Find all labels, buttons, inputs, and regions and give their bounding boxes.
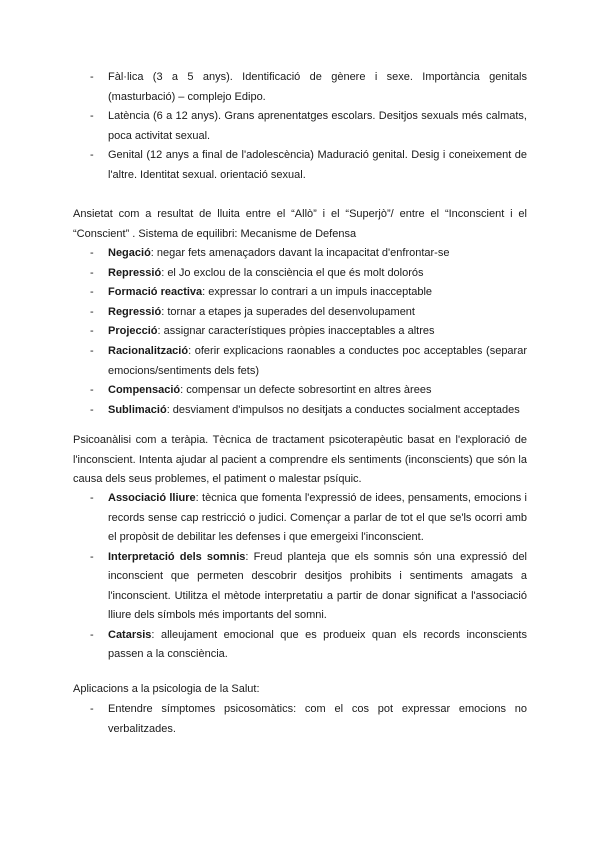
list-item: - Genital (12 anys a final de l'adolescència) Maduració genital. Desig i coneixement de l'altre. Identitat sexual. orientació sexual. (73, 146, 527, 185)
list-item: - Entendre símptomes psicosomàtics: com el cos pot expressar emocions no verbalitzades. (73, 700, 527, 739)
term: Regressió (108, 305, 162, 318)
dash-bullet: - (90, 703, 94, 715)
list-item: - Racionalització: oferir explicacions raonables a conductes poc acceptables (separar emocions/sentiments dels fets) (73, 342, 527, 381)
dash-bullet: - (90, 344, 94, 357)
list-item: - Fàl·lica (3 a 5 anys). Identificació de gènere i sexe. Importància genitals (masturbació) – complejo Edipo. (73, 68, 527, 107)
term: Formació reactiva (108, 286, 203, 299)
list-item: - Latència (6 a 12 anys). Grans aprenentatges escolars. Desitjos sexuals més calmats, poca activitat sexual. (73, 107, 527, 146)
list-item: - Projecció: assignar característiques pròpies inacceptables a altres (73, 322, 527, 342)
list-item: - Sublimació: desviament d'impulsos no desitjats a conductes socialment acceptades (73, 401, 527, 421)
list-item: - Repressió: el Jo exclou de la consciència el que és molt dolorós (73, 264, 527, 284)
stages-list (73, 68, 527, 185)
dash-bullet: - (90, 286, 94, 299)
term: Interpretació dels somnis (108, 550, 246, 563)
defense-mechanisms-list (73, 244, 527, 420)
term: Negació (108, 247, 151, 259)
dash-bullet: - (90, 110, 94, 122)
dash-bullet: - (90, 628, 94, 641)
dash-bullet: - (90, 492, 94, 504)
list-item: - Regressió: tornar a etapes ja superades del desenvolupament (73, 303, 527, 323)
list-item: - Catarsis: alleujament emocional que es produeix quan els records inconscients passen a la consciència. (73, 626, 527, 665)
therapy-techniques-list (73, 489, 527, 665)
term: Repressió (108, 266, 162, 279)
term: Compensació (108, 384, 181, 397)
health-intro: Aplicacions a la psicologia de la Salut: (73, 683, 260, 695)
term: Racionalització (108, 344, 189, 357)
term: Catarsis (108, 628, 152, 641)
list-item: - Interpretació dels somnis: Freud planteja que els somnis són una expressió del inconscient que permeten descobrir desitjos prohibits i sentiments amagats a l'inconscient. Utilitza el mètode interpretatiu a partir de donar significat a l'associació lliure dels símbols més importants del somni. (73, 548, 527, 626)
dash-bullet: - (90, 384, 94, 397)
dash-bullet: - (90, 403, 94, 416)
list-item: - Negació: negar fets amenaçadors davant la incapacitat d'enfrontar-se (73, 244, 527, 264)
therapy-intro: Psicoanàlisi com a teràpia. Tècnica de tractament psicoterapèutic basat en l'exploració de l'inconscient. Intenta ajudar al pacient a comprendre els sentiments (inconscients) que són la causa dels seus problemes, el patiment o malestar psíquic. (73, 434, 527, 485)
dash-bullet: - (90, 325, 94, 338)
dash-bullet: - (90, 71, 94, 83)
dash-bullet: - (90, 266, 94, 279)
term: Sublimació (108, 403, 167, 416)
health-applications-list (73, 700, 527, 739)
dash-bullet: - (90, 550, 94, 563)
list-item: - Associació lliure: tècnica que fomenta l'expressió de idees, pensaments, emocions i records sense cap restricció o judici. Començar a parlar de tot el que se'ls ocorri amb el propòsit de debilitar les defenses i que emergeixi l'inconscient. (73, 489, 527, 548)
dash-bullet: - (90, 247, 94, 259)
list-item: - Compensació: compensar un defecte sobresortint en altres àrees (73, 381, 527, 401)
term: Associació lliure (108, 492, 196, 504)
term: Projecció (108, 325, 158, 338)
anxiety-intro: Ansietat com a resultat de lluita entre el “Allò” i el “Superjò”/ entre el “Inconscient i el “Conscient” . Sistema de equilibri: Mecanisme de Defensa (73, 208, 527, 240)
list-item: - Formació reactiva: expressar lo contrari a un impuls inacceptable (73, 283, 527, 303)
dash-bullet: - (90, 305, 94, 318)
dash-bullet: - (90, 149, 94, 161)
